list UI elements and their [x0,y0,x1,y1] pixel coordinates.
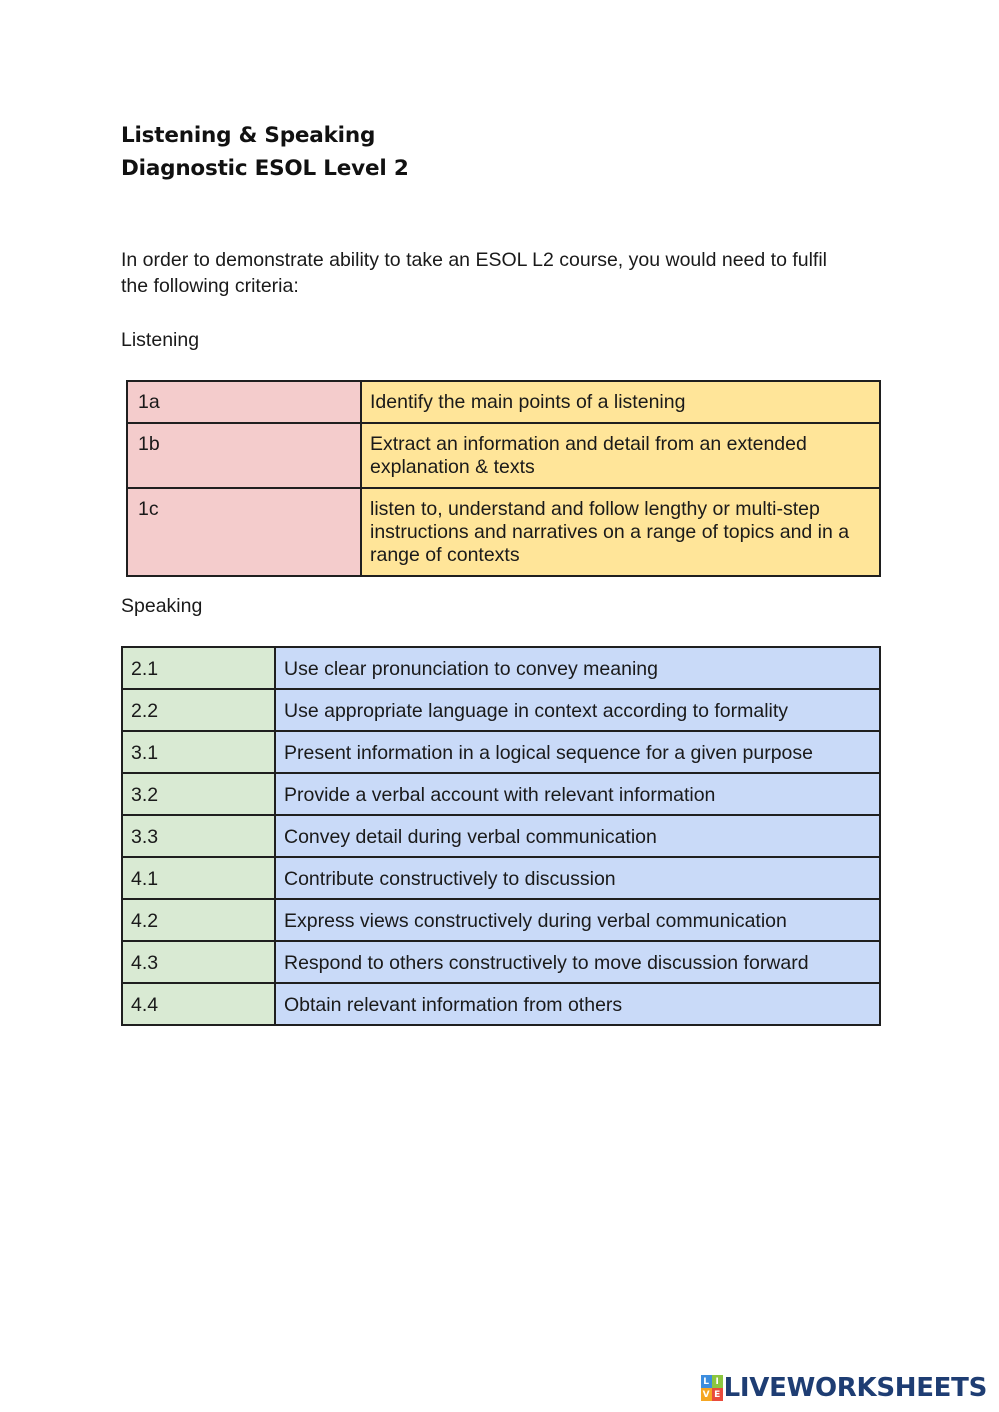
criteria-description: Use clear pronunciation to convey meaning [275,647,880,689]
criteria-code: 4.4 [122,983,275,1025]
listening-criteria-table [126,380,881,577]
criteria-description: Convey detail during verbal communication [275,815,880,857]
table-row [122,899,880,941]
liveworksheets-logo-icon [701,1375,723,1401]
table-row [122,731,880,773]
criteria-description: Present information in a logical sequence for a given purpose [275,731,880,773]
table-row [122,941,880,983]
criteria-code: 2.1 [122,647,275,689]
criteria-description: Obtain relevant information from others [275,983,880,1025]
liveworksheets-brand [701,1373,987,1403]
brand-name: LIVEWORKSHEETS [723,1373,987,1403]
criteria-description: listen to, understand and follow lengthy or multi-step instructions and narratives on a range of topics and in a range of contexts [361,488,880,576]
logo-letter: V [701,1388,712,1401]
criteria-description: Extract an information and detail from an extended explanation & texts [361,423,880,488]
logo-letter: L [701,1375,712,1388]
speaking-heading: Speaking [121,595,203,617]
table-row [122,815,880,857]
logo-letter: E [712,1388,723,1401]
criteria-description: Provide a verbal account with relevant information [275,773,880,815]
intro-line-1: In order to demonstrate ability to take an ESOL L2 course, you would need to fulfil [121,249,828,271]
table-row [122,689,880,731]
table-row [122,773,880,815]
table-row [122,857,880,899]
listening-heading: Listening [121,329,200,351]
criteria-description: Respond to others constructively to move discussion forward [275,941,880,983]
criteria-code: 2.2 [122,689,275,731]
criteria-description: Identify the main points of a listening [361,381,880,423]
criteria-code: 4.1 [122,857,275,899]
speaking-criteria-table [121,646,881,1026]
table-row [122,983,880,1025]
criteria-code: 4.3 [122,941,275,983]
page-title [121,119,409,185]
table-row [127,423,880,488]
criteria-description: Contribute constructively to discussion [275,857,880,899]
intro-paragraph [121,247,881,299]
criteria-description: Use appropriate language in context according to formality [275,689,880,731]
title-line-1: Listening & Speaking [121,123,376,148]
table-row [122,647,880,689]
intro-line-2: the following criteria: [121,275,299,297]
criteria-code: 3.2 [122,773,275,815]
table-row [127,381,880,423]
logo-letter: I [712,1375,723,1388]
table-row [127,488,880,576]
criteria-code: 1b [127,423,361,488]
criteria-code: 3.3 [122,815,275,857]
criteria-description: Express views constructively during verbal communication [275,899,880,941]
criteria-code: 3.1 [122,731,275,773]
criteria-code: 1c [127,488,361,576]
title-line-2: Diagnostic ESOL Level 2 [121,156,409,181]
criteria-code: 4.2 [122,899,275,941]
criteria-code: 1a [127,381,361,423]
